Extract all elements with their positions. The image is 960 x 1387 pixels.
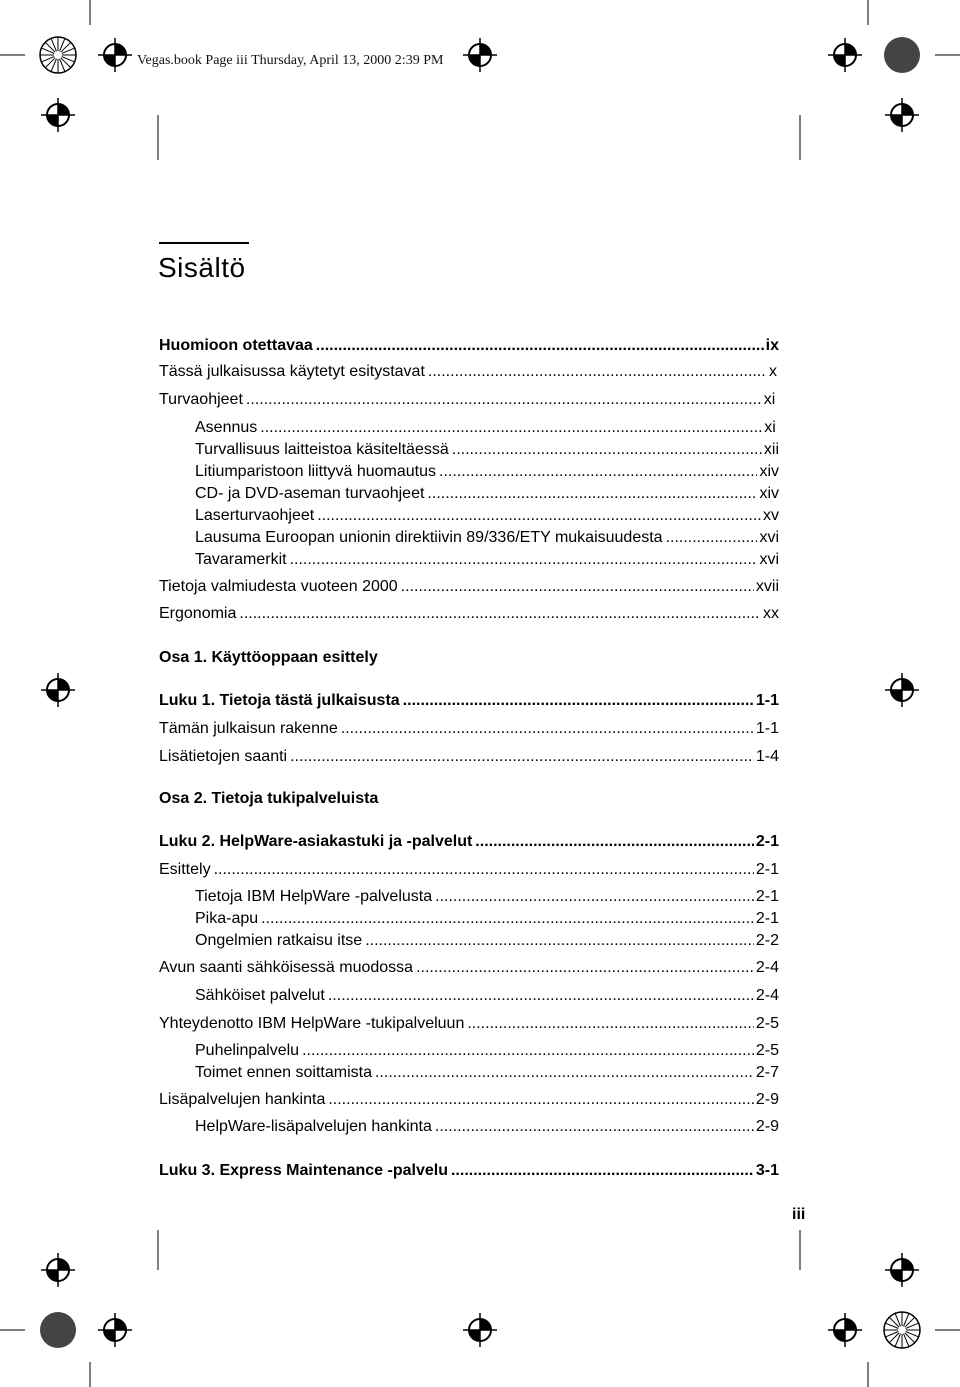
- toc-entry[interactable]: [195, 461, 779, 483]
- toc-entry[interactable]: [195, 549, 779, 571]
- toc-entry-label: Tietoja valmiudesta vuoteen 2000: [159, 578, 398, 595]
- toc-entry-page: x: [769, 363, 777, 380]
- toc-entry[interactable]: [195, 417, 779, 439]
- toc-entry-label: Lausuma Euroopan unionin direktiivin 89/336/ETY mukaisuudesta: [195, 529, 663, 546]
- toc-entry-label: HelpWare-lisäpalvelujen hankinta: [195, 1118, 432, 1135]
- toc-entry-label: CD- ja DVD-aseman turvaohjeet: [195, 485, 425, 502]
- toc-entry-label: Asennus: [195, 419, 258, 436]
- toc-entry[interactable]: [195, 930, 779, 952]
- toc-entry-label: Esittely: [159, 861, 211, 878]
- toc-entry-page: xvi: [759, 551, 779, 568]
- toc-entry[interactable]: [159, 831, 779, 853]
- toc-entry-label: Yhteydenotto IBM HelpWare -tukipalveluun: [159, 1015, 465, 1032]
- toc-entry-page: ix: [765, 337, 779, 354]
- toc-entry[interactable]: [195, 1040, 779, 1062]
- toc-entry[interactable]: [195, 908, 779, 930]
- toc-entry[interactable]: [195, 1062, 779, 1084]
- page-number: iii: [792, 1206, 806, 1223]
- toc-entry[interactable]: [159, 859, 779, 881]
- toc-entry-page: xi: [764, 419, 776, 436]
- toc-entry-label: Tietoja IBM HelpWare -palvelusta: [195, 888, 433, 905]
- toc-entry[interactable]: [195, 527, 779, 549]
- toc-entry-label: Luku 2. HelpWare-asiakastuki ja -palvelut: [159, 833, 473, 850]
- toc-entry-page: xv: [763, 507, 779, 524]
- toc-entry[interactable]: [159, 718, 779, 740]
- toc-entry-label: Lisäpalvelujen hankinta: [159, 1091, 326, 1108]
- toc-entry-page: xii: [763, 441, 779, 458]
- toc-entry-page: 1-4: [755, 748, 779, 765]
- part-heading: Osa 2. Tietoja tukipalveluista: [159, 790, 379, 807]
- toc-entry-page: xvii: [755, 578, 779, 595]
- toc-entry-label: Pika-apu: [195, 910, 259, 927]
- toc-entry-label: Laserturvaohjeet: [195, 507, 315, 524]
- toc-entry[interactable]: [195, 439, 779, 461]
- toc-entry[interactable]: [159, 746, 779, 768]
- toc-entry-page: 2-1: [755, 888, 779, 905]
- toc-entry[interactable]: [159, 1089, 779, 1111]
- toc-entry[interactable]: [195, 483, 779, 505]
- toc-entry-label: Tämän julkaisun rakenne: [159, 720, 338, 737]
- toc-entry-label: Toimet ennen soittamista: [195, 1064, 372, 1081]
- toc-entry-label: Lisätietojen saanti: [159, 748, 288, 765]
- toc-entry[interactable]: [159, 957, 779, 979]
- toc-entry-page: 2-2: [755, 932, 779, 949]
- toc-entry[interactable]: [159, 335, 779, 357]
- toc-entry-label: Sähköiset palvelut: [195, 987, 325, 1004]
- toc-entry[interactable]: [195, 985, 779, 1007]
- toc-entry-label: Ongelmien ratkaisu itse: [195, 932, 363, 949]
- toc-entry-label: Turvallisuus laitteistoa käsiteltäessä: [195, 441, 449, 458]
- toc-entry-page: 2-4: [755, 987, 779, 1004]
- toc-entry-page: 2-4: [755, 959, 779, 976]
- toc-entry-page: 1-1: [755, 692, 779, 709]
- toc-entry-page: 2-9: [755, 1118, 779, 1135]
- toc-entry-page: xiv: [759, 485, 779, 502]
- toc-entry-page: 2-1: [755, 861, 779, 878]
- toc-entry-page: 2-7: [755, 1064, 779, 1081]
- toc-entry-label: Turvaohjeet: [159, 391, 243, 408]
- toc-entry-label: Litiumparistoon liittyvä huomautus: [195, 463, 437, 480]
- toc-entry[interactable]: [159, 1160, 779, 1182]
- toc-entry-label: Puhelinpalvelu: [195, 1042, 300, 1059]
- toc-entry-page: 2-1: [755, 910, 779, 927]
- toc-entry-page: 2-1: [755, 833, 779, 850]
- toc-entry-page: xi: [763, 391, 776, 408]
- page-title: Sisältö: [158, 252, 246, 283]
- toc-entry-page: xvi: [759, 529, 779, 546]
- toc-entry-label: Avun saanti sähköisessä muodossa: [159, 959, 414, 976]
- toc-entry[interactable]: [195, 886, 779, 908]
- toc-entry[interactable]: [159, 690, 779, 712]
- toc-entry-label: Tavaramerkit: [195, 551, 287, 568]
- toc-entry-page: 3-1: [755, 1162, 779, 1179]
- toc-entry-page: 2-5: [755, 1042, 779, 1059]
- toc-entry[interactable]: [159, 576, 779, 598]
- toc-entry[interactable]: [195, 1116, 779, 1138]
- toc-entry-page: xiv: [759, 463, 779, 480]
- toc-entry-page: xx: [763, 605, 779, 622]
- toc-entry-label: Huomioon otettavaa: [159, 337, 313, 354]
- toc-entry-label: Luku 3. Express Maintenance -palvelu: [159, 1162, 448, 1179]
- part-heading: Osa 1. Käyttöoppaan esittely: [159, 649, 378, 666]
- toc-entry[interactable]: [195, 505, 779, 527]
- toc-entry-page: 2-9: [755, 1091, 779, 1108]
- toc-entry-page: 1-1: [755, 720, 779, 737]
- print-header: Vegas.book Page iii Thursday, April 13, 2000 2:39 PM: [137, 53, 444, 68]
- toc-entry-label: Tässä julkaisussa käytetyt esitystavat: [159, 363, 425, 380]
- toc-entry-page: 2-5: [755, 1015, 779, 1032]
- toc-entry[interactable]: [159, 361, 779, 383]
- toc-entry[interactable]: [159, 1013, 779, 1035]
- toc-entry-label: Ergonomia: [159, 605, 237, 622]
- toc-entry[interactable]: [159, 389, 779, 411]
- toc-entry[interactable]: [159, 603, 779, 625]
- toc-entry-label: Luku 1. Tietoja tästä julkaisusta: [159, 692, 400, 709]
